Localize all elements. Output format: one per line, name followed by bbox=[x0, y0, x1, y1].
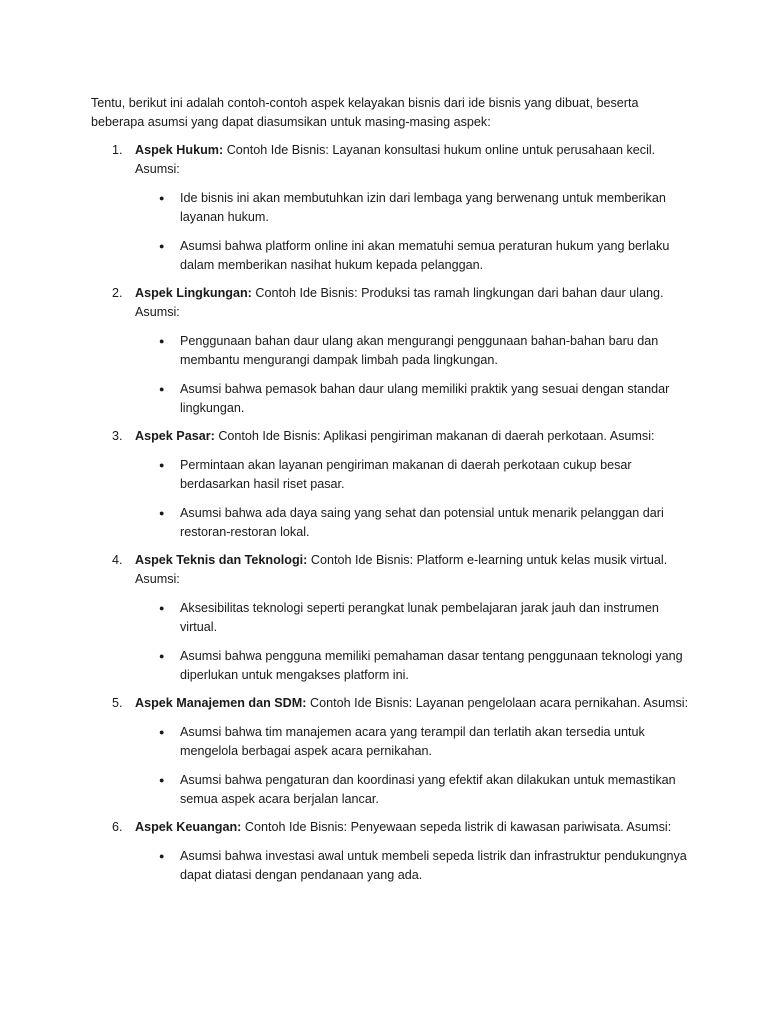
aspect-heading bbox=[135, 694, 691, 713]
bullet-icon: ● bbox=[159, 851, 165, 861]
assumption-list bbox=[135, 723, 691, 809]
aspect-title: Aspek Hukum: bbox=[135, 143, 224, 157]
aspect-number: 2. bbox=[112, 286, 123, 300]
assumption-text: Ide bisnis ini akan membutuhkan izin dari lembaga yang berwenang untuk memberikan layanan hukum. bbox=[180, 191, 666, 224]
bullet-icon: ● bbox=[159, 651, 165, 661]
assumption-item bbox=[135, 504, 691, 542]
assumption-item bbox=[135, 237, 691, 275]
assumption-text: Asumsi bahwa ada daya saing yang sehat dan potensial untuk menarik pelanggan dari restoran-restoran lokal. bbox=[180, 506, 664, 539]
assumption-item bbox=[135, 599, 691, 637]
assumption-item bbox=[135, 647, 691, 685]
assumption-text: Asumsi bahwa platform online ini akan mematuhi semua peraturan hukum yang berlaku dalam memberikan nasihat hukum kepada pelanggan. bbox=[180, 239, 670, 272]
assumption-list bbox=[135, 599, 691, 685]
asumsi-label: Asumsi: bbox=[643, 696, 689, 710]
asumsi-label: Asumsi: bbox=[135, 162, 180, 176]
assumption-list bbox=[135, 332, 691, 418]
assumption-item bbox=[135, 380, 691, 418]
aspect-heading bbox=[135, 141, 691, 179]
aspect-number: 5. bbox=[112, 696, 123, 710]
aspect-heading bbox=[135, 818, 691, 837]
aspect-number: 3. bbox=[112, 429, 123, 443]
asumsi-label: Asumsi: bbox=[609, 429, 655, 443]
bullet-icon: ● bbox=[159, 727, 165, 737]
ide-label: Contoh Ide Bisnis: bbox=[309, 696, 413, 710]
assumption-item bbox=[135, 723, 691, 761]
assumption-text: Asumsi bahwa pengaturan dan koordinasi yang efektif akan dilakukan untuk memastikan semua aspek acara berjalan lancar. bbox=[180, 773, 676, 806]
aspect-number: 6. bbox=[112, 820, 123, 834]
ide-label: Contoh Ide Bisnis: bbox=[244, 820, 348, 834]
asumsi-label: Asumsi: bbox=[135, 572, 180, 586]
assumption-item bbox=[135, 189, 691, 227]
assumption-item bbox=[135, 771, 691, 809]
intro-paragraph: Tentu, berikut ini adalah contoh-contoh aspek kelayakan bisnis dari ide bisnis yang dibuat, beserta beberapa asumsi yang dapat diasumsikan untuk masing-masing aspek: bbox=[91, 96, 639, 129]
ide-label: Contoh Ide Bisnis: bbox=[255, 286, 358, 300]
aspect-heading bbox=[135, 427, 691, 446]
bullet-icon: ● bbox=[159, 775, 165, 785]
aspect-item bbox=[91, 141, 691, 275]
ide-label: Contoh Ide Bisnis: bbox=[310, 553, 414, 567]
ide-text: Produksi tas ramah lingkungan dari bahan daur ulang. bbox=[361, 286, 664, 300]
bullet-icon: ● bbox=[159, 193, 165, 203]
assumption-item bbox=[135, 847, 691, 885]
document-page bbox=[91, 94, 691, 894]
aspect-title: Aspek Keuangan: bbox=[135, 820, 242, 834]
assumption-list bbox=[135, 847, 691, 885]
assumption-text: Aksesibilitas teknologi seperti perangkat lunak pembelajaran jarak jauh dan instrumen virtual. bbox=[180, 601, 659, 634]
ide-label: Contoh Ide Bisnis: bbox=[218, 429, 321, 443]
ide-text: Aplikasi pengiriman makanan di daerah perkotaan. bbox=[323, 429, 607, 443]
bullet-icon: ● bbox=[159, 460, 165, 470]
aspect-title: Aspek Teknis dan Teknologi: bbox=[135, 553, 308, 567]
assumption-list bbox=[135, 189, 691, 275]
ide-text: Penyewaan sepeda listrik di kawasan pariwisata. bbox=[350, 820, 624, 834]
asumsi-label: Asumsi: bbox=[626, 820, 672, 834]
assumption-text: Asumsi bahwa pengguna memiliki pemahaman dasar tentang penggunaan teknologi yang diperlukan untuk mengakses platform ini. bbox=[180, 649, 683, 682]
aspect-item bbox=[91, 427, 691, 542]
bullet-icon: ● bbox=[159, 603, 165, 613]
aspect-number: 1. bbox=[112, 143, 123, 157]
assumption-text: Asumsi bahwa pemasok bahan daur ulang memiliki praktik yang sesuai dengan standar lingkungan. bbox=[180, 382, 670, 415]
bullet-icon: ● bbox=[159, 508, 165, 518]
ide-text: Layanan konsultasi hukum online untuk perusahaan kecil. bbox=[332, 143, 656, 157]
assumption-item bbox=[135, 332, 691, 370]
ide-label: Contoh Ide Bisnis: bbox=[226, 143, 329, 157]
bullet-icon: ● bbox=[159, 384, 165, 394]
aspect-item bbox=[91, 694, 691, 809]
assumption-item bbox=[135, 456, 691, 494]
aspect-item bbox=[91, 818, 691, 885]
bullet-icon: ● bbox=[159, 241, 165, 251]
aspect-list bbox=[91, 141, 691, 885]
aspect-title: Aspek Pasar: bbox=[135, 429, 215, 443]
assumption-text: Asumsi bahwa tim manajemen acara yang terampil dan terlatih akan tersedia untuk mengelola berbagai aspek acara pernikahan. bbox=[180, 725, 645, 758]
aspect-item bbox=[91, 551, 691, 685]
assumption-text: Asumsi bahwa investasi awal untuk membeli sepeda listrik dan infrastruktur pendukungnya dapat diatasi dengan pendanaan yang ada. bbox=[180, 849, 687, 882]
aspect-number: 4. bbox=[112, 553, 123, 567]
aspect-title: Aspek Manajemen dan SDM: bbox=[135, 696, 307, 710]
asumsi-label: Asumsi: bbox=[135, 305, 180, 319]
aspect-heading bbox=[135, 284, 691, 322]
aspect-title: Aspek Lingkungan: bbox=[135, 286, 252, 300]
assumption-text: Penggunaan bahan daur ulang akan mengurangi penggunaan bahan-bahan baru dan membantu mengurangi dampak limbah pada lingkungan. bbox=[180, 334, 659, 367]
assumption-text: Permintaan akan layanan pengiriman makanan di daerah perkotaan cukup besar berdasarkan hasil riset pasar. bbox=[180, 458, 632, 491]
assumption-list bbox=[135, 456, 691, 542]
aspect-item bbox=[91, 284, 691, 418]
ide-text: Layanan pengelolaan acara pernikahan. bbox=[415, 696, 641, 710]
bullet-icon: ● bbox=[159, 336, 165, 346]
aspect-heading bbox=[135, 551, 691, 589]
ide-text: Platform e-learning untuk kelas musik virtual. bbox=[416, 553, 668, 567]
